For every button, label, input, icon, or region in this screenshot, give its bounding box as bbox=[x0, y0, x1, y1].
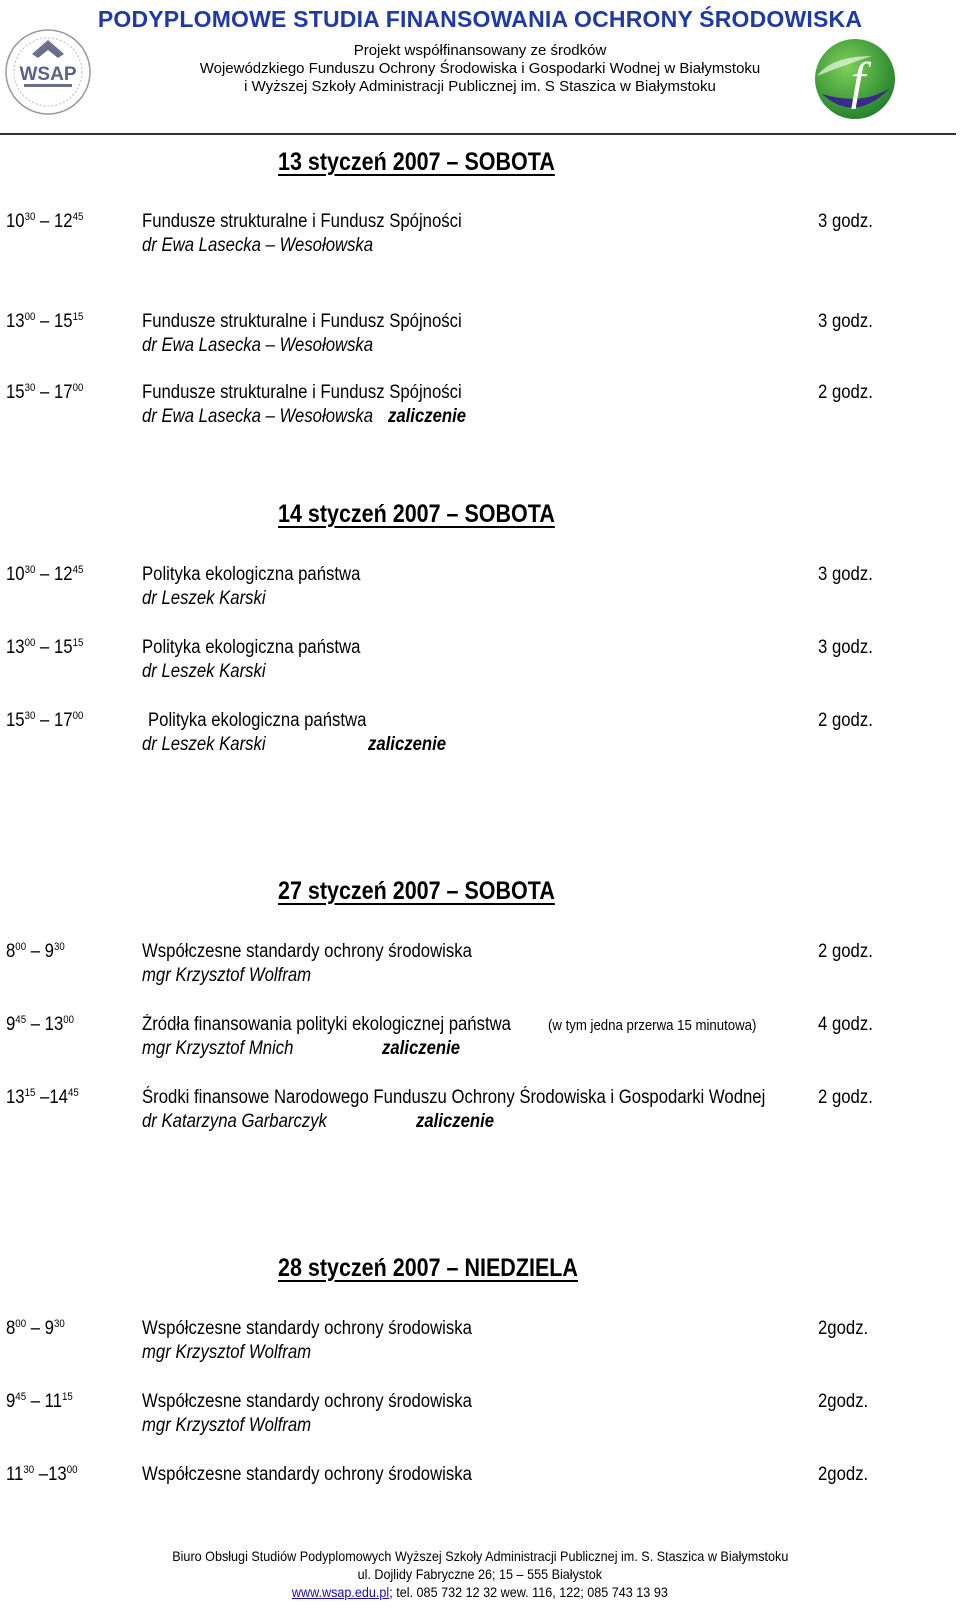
website-link[interactable]: www.wsap.edu.pl bbox=[292, 1584, 390, 1600]
subject: Polityka ekologiczna państwa bbox=[148, 710, 367, 731]
subject: Fundusze strukturalne i Fundusz Spójności bbox=[142, 311, 462, 332]
subject: Polityka ekologiczna państwa bbox=[142, 564, 361, 585]
lecturer: mgr Krzysztof Wolfram bbox=[142, 1415, 312, 1436]
subject: Współczesne standardy ochrony środowiska bbox=[142, 941, 472, 962]
hours: 2godz. bbox=[818, 1318, 869, 1339]
exam-note: zaliczenie bbox=[368, 734, 447, 755]
day-title: 14 styczeń 2007 – SOBOTA bbox=[278, 500, 555, 528]
subject: Fundusze strukturalne i Fundusz Spójności bbox=[142, 211, 462, 232]
time-range: $13^{00} - 15^{15}$ bbox=[6, 311, 84, 332]
time-range: $11^{30}$ $-13^{00}$ bbox=[6, 1464, 78, 1485]
lecturer: dr Katarzyna Garbarczyk bbox=[142, 1111, 327, 1132]
time-range: $10^{30} - 12^{45}$ bbox=[6, 211, 84, 232]
time-range: $13^{15}$ $-14^{45}$ bbox=[6, 1087, 79, 1108]
lecturer: mgr Krzysztof Mnich bbox=[142, 1038, 294, 1059]
hours: 2 godz. bbox=[818, 382, 873, 403]
time-range: $9^{45} - 11^{15}$ bbox=[6, 1391, 73, 1412]
hours: 2 godz. bbox=[818, 941, 873, 962]
subject: Fundusze strukturalne i Fundusz Spójności bbox=[142, 382, 462, 403]
time-range: $15^{30} - 17^{00}$ bbox=[6, 382, 84, 403]
hours: 2 godz. bbox=[818, 1087, 873, 1108]
exam-note: zaliczenie bbox=[416, 1111, 495, 1132]
header-line-2: Wojewódzkiego Funduszu Ochrony Środowiska i Gospodarki Wodnej w Białymstoku bbox=[199, 60, 761, 77]
foundation-logo bbox=[812, 36, 898, 122]
subject: Źródła finansowania polityki ekologicznej państwa bbox=[142, 1014, 511, 1035]
hours: 2godz. bbox=[818, 1391, 869, 1412]
footer-line-2: ul. Dojlidy Fabryczne 26; 15 – 555 Białystok bbox=[357, 1566, 603, 1582]
time-range: $9^{45} - 13^{00}$ bbox=[6, 1014, 75, 1035]
day-title: 13 styczeń 2007 – SOBOTA bbox=[278, 148, 555, 176]
subject: Środki finansowe Narodowego Funduszu Ochrony Środowiska i Gospodarki Wodnej bbox=[142, 1087, 766, 1108]
lecturer: dr Ewa Lasecka – Wesołowska bbox=[142, 235, 374, 256]
subject-note: (w tym jedna przerwa 15 minutowa) bbox=[548, 1017, 757, 1034]
subject: Współczesne standardy ochrony środowiska bbox=[142, 1464, 472, 1485]
exam-note: zaliczenie bbox=[382, 1038, 461, 1059]
lecturer: dr Leszek Karski bbox=[142, 588, 266, 609]
time-range: $8^{00} - 9^{30}$ bbox=[6, 941, 65, 962]
header-line-3: i Wyższej Szkoły Administracji Publicznej im. S Staszica w Białymstoku bbox=[244, 78, 716, 95]
time-range: $8^{00} - 9^{30}$ bbox=[6, 1318, 65, 1339]
subject: Polityka ekologiczna państwa bbox=[142, 637, 361, 658]
hours: 4 godz. bbox=[818, 1014, 873, 1035]
hours: 2godz. bbox=[818, 1464, 869, 1485]
time-range: $13^{00} - 15^{15}$ bbox=[6, 637, 84, 658]
lecturer: mgr Krzysztof Wolfram bbox=[142, 965, 312, 986]
header-line-1: Projekt współfinansowany ze środków bbox=[353, 42, 607, 59]
svg-text:f: f bbox=[850, 53, 866, 110]
hours: 3 godz. bbox=[818, 311, 873, 332]
time-range: $15^{30} - 17^{00}$ bbox=[6, 710, 84, 731]
lecturer: dr Ewa Lasecka – Wesołowska bbox=[142, 406, 374, 427]
subject: Współczesne standardy ochrony środowiska bbox=[142, 1318, 472, 1339]
hours: 3 godz. bbox=[818, 637, 873, 658]
lecturer: dr Leszek Karski bbox=[142, 661, 266, 682]
exam-note: zaliczenie bbox=[388, 406, 467, 427]
header-divider bbox=[0, 133, 956, 135]
program-title: PODYPLOMOWE STUDIA FINANSOWANIA OCHRONY ŚRODOWISKA bbox=[97, 6, 863, 32]
footer-line-3: www.wsap.edu.pl; tel. 085 732 12 32 wew. 116, 122; 085 743 13 93 bbox=[292, 1584, 668, 1600]
day-title: 27 styczeń 2007 – SOBOTA bbox=[278, 877, 555, 905]
hours: 3 godz. bbox=[818, 564, 873, 585]
day-title: 28 styczeń 2007 – NIEDZIELA bbox=[278, 1254, 578, 1282]
svg-text:WSAP: WSAP bbox=[19, 64, 77, 85]
subject: Współczesne standardy ochrony środowiska bbox=[142, 1391, 472, 1412]
hours: 3 godz. bbox=[818, 211, 873, 232]
wsap-logo bbox=[4, 28, 92, 116]
hours: 2 godz. bbox=[818, 710, 873, 731]
time-range: $10^{30} - 12^{45}$ bbox=[6, 564, 84, 585]
lecturer: dr Leszek Karski bbox=[142, 734, 266, 755]
footer-line-1: Biuro Obsługi Studiów Podyplomowych Wyższej Szkoły Administracji Publicznej im. S. Staszica w Białymstoku bbox=[171, 1548, 789, 1564]
lecturer: mgr Krzysztof Wolfram bbox=[142, 1342, 312, 1363]
lecturer: dr Ewa Lasecka – Wesołowska bbox=[142, 335, 374, 356]
